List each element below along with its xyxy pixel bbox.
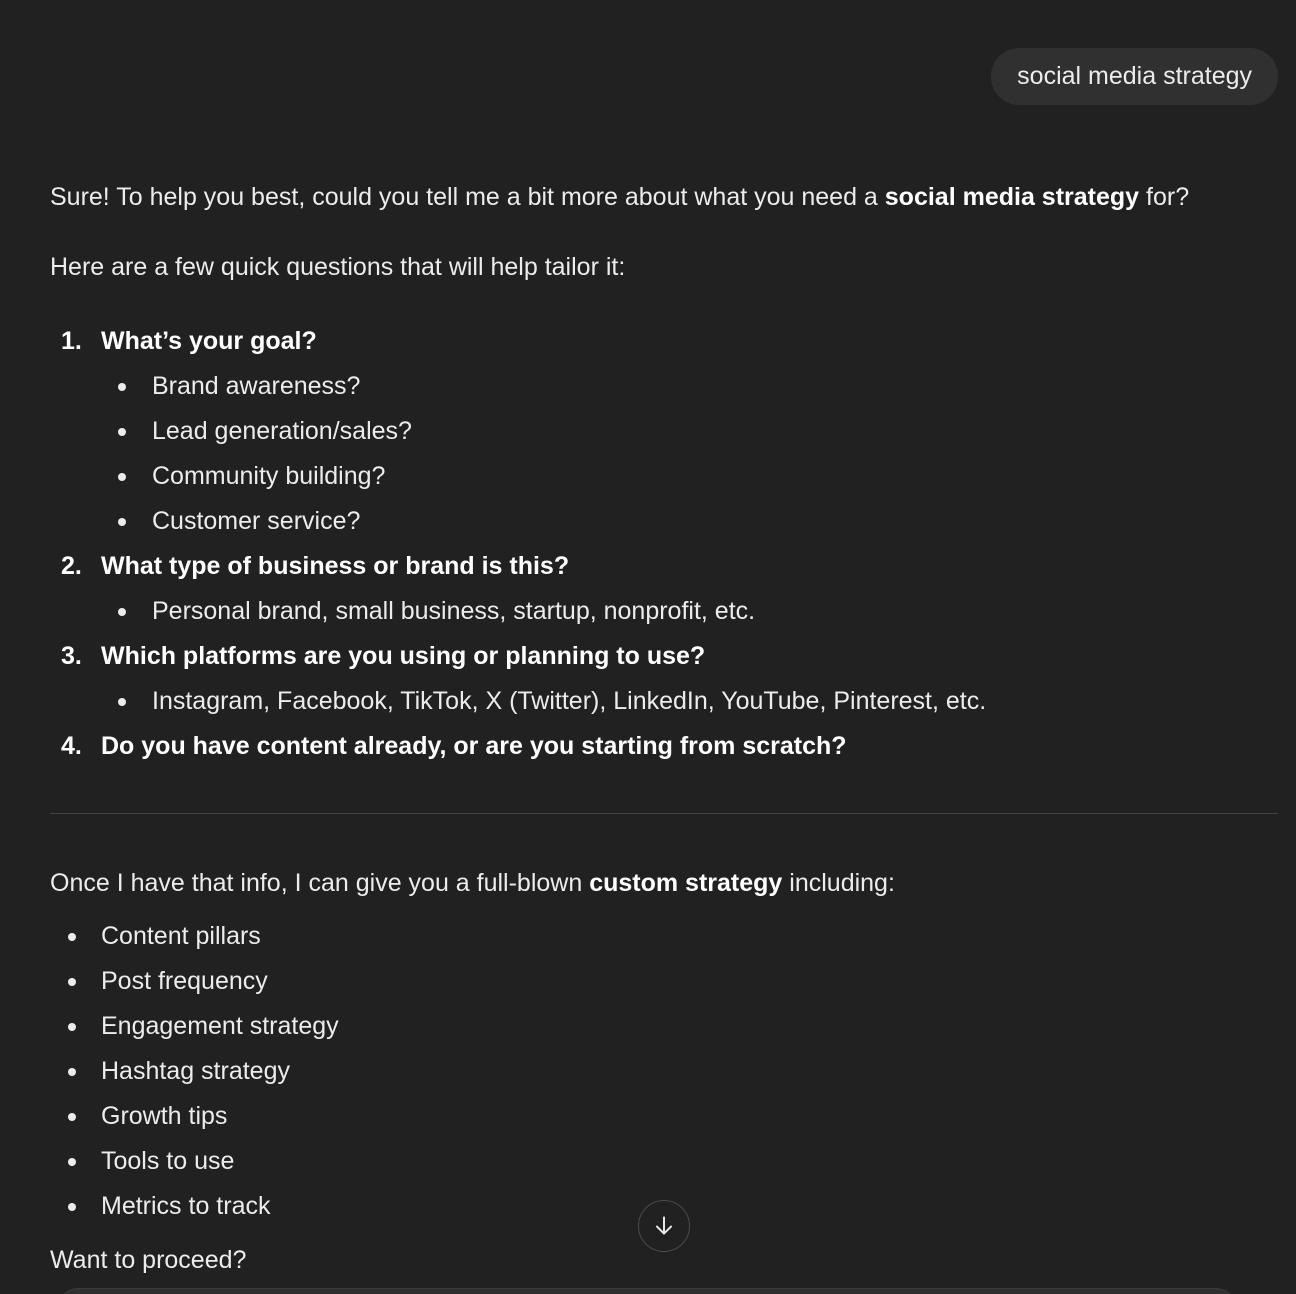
list-item [50, 959, 1278, 1004]
user-message-bubble [991, 48, 1278, 105]
list-item [50, 1139, 1278, 1184]
sub-list-item [50, 364, 1278, 409]
question-text: What’s your goal? [101, 327, 317, 355]
scroll-to-bottom-button[interactable] [638, 1200, 690, 1252]
sub-list-item [50, 589, 1278, 634]
bullet-dot [118, 518, 126, 526]
bullet-dot [68, 1023, 76, 1031]
list-item [50, 914, 1278, 959]
strategy-intro-before: Once I have that info, I can give you a full-blown [50, 869, 590, 897]
question-text: Do you have content already, or are you starting from scratch? [101, 732, 847, 760]
question-item [50, 544, 1278, 634]
section-divider [50, 813, 1278, 814]
sub-list-item-text: Brand awareness? [152, 372, 361, 400]
question-number: 4. [61, 732, 82, 760]
strategy-intro-paragraph [50, 864, 1278, 902]
intro-paragraph [50, 178, 1278, 216]
list-item-text: Tools to use [101, 1147, 235, 1175]
sub-list-item-text: Lead generation/sales? [152, 417, 412, 445]
list-item-text: Engagement strategy [101, 1012, 339, 1040]
list-item-text: Content pillars [101, 922, 261, 950]
bullet-dot [118, 428, 126, 436]
sub-list-item [50, 454, 1278, 499]
intro-text-bold: social media strategy [884, 183, 1140, 211]
arrow-down-icon [651, 1213, 677, 1239]
sub-list-item-text: Community building? [152, 462, 386, 490]
assistant-message [50, 178, 1278, 1279]
questions-list [50, 319, 1278, 769]
sub-list-item [50, 679, 1278, 724]
intro-text-before: Sure! To help you best, could you tell me a bit more about what you need a [50, 183, 885, 211]
strategy-intro-bold: custom strategy [589, 869, 783, 897]
bullet-dot [68, 933, 76, 941]
list-item [50, 1094, 1278, 1139]
bullet-dot [118, 608, 126, 616]
bullet-dot [118, 698, 126, 706]
strategy-intro-after: including: [782, 869, 895, 897]
bullet-dot [118, 383, 126, 391]
bullet-dot [68, 1068, 76, 1076]
bullet-dot [68, 1158, 76, 1166]
intro-text-after: for? [1139, 183, 1190, 211]
sub-list-item [50, 499, 1278, 544]
list-item-text: Metrics to track [101, 1192, 271, 1220]
sub-list-item-text: Instagram, Facebook, TikTok, X (Twitter), LinkedIn, YouTube, Pinterest, etc. [152, 687, 987, 715]
question-number: 3. [61, 642, 82, 670]
questions-intro-paragraph: Here are a few quick questions that will help tailor it: [50, 253, 626, 281]
list-item [50, 1049, 1278, 1094]
user-message-text: social media strategy [1017, 62, 1252, 90]
question-number: 1. [61, 327, 82, 355]
closing-paragraph: Want to proceed? [50, 1246, 247, 1274]
includes-list [50, 914, 1278, 1229]
question-text: What type of business or brand is this? [101, 552, 570, 580]
list-item-text: Post frequency [101, 967, 268, 995]
question-number: 2. [61, 552, 82, 580]
list-item [50, 1004, 1278, 1049]
bullet-dot [68, 1203, 76, 1211]
sub-list-item-text: Personal brand, small business, startup, nonprofit, etc. [152, 597, 756, 625]
list-item-text: Growth tips [101, 1102, 228, 1130]
question-item [50, 319, 1278, 544]
bullet-dot [118, 473, 126, 481]
bullet-dot [68, 1113, 76, 1121]
message-composer[interactable] [58, 1288, 1236, 1294]
question-text: Which platforms are you using or planning to use? [101, 642, 706, 670]
sub-list-item-text: Customer service? [152, 507, 361, 535]
sub-list-item [50, 409, 1278, 454]
question-item [50, 724, 1278, 769]
list-item-text: Hashtag strategy [101, 1057, 290, 1085]
bullet-dot [68, 978, 76, 986]
question-item [50, 634, 1278, 724]
